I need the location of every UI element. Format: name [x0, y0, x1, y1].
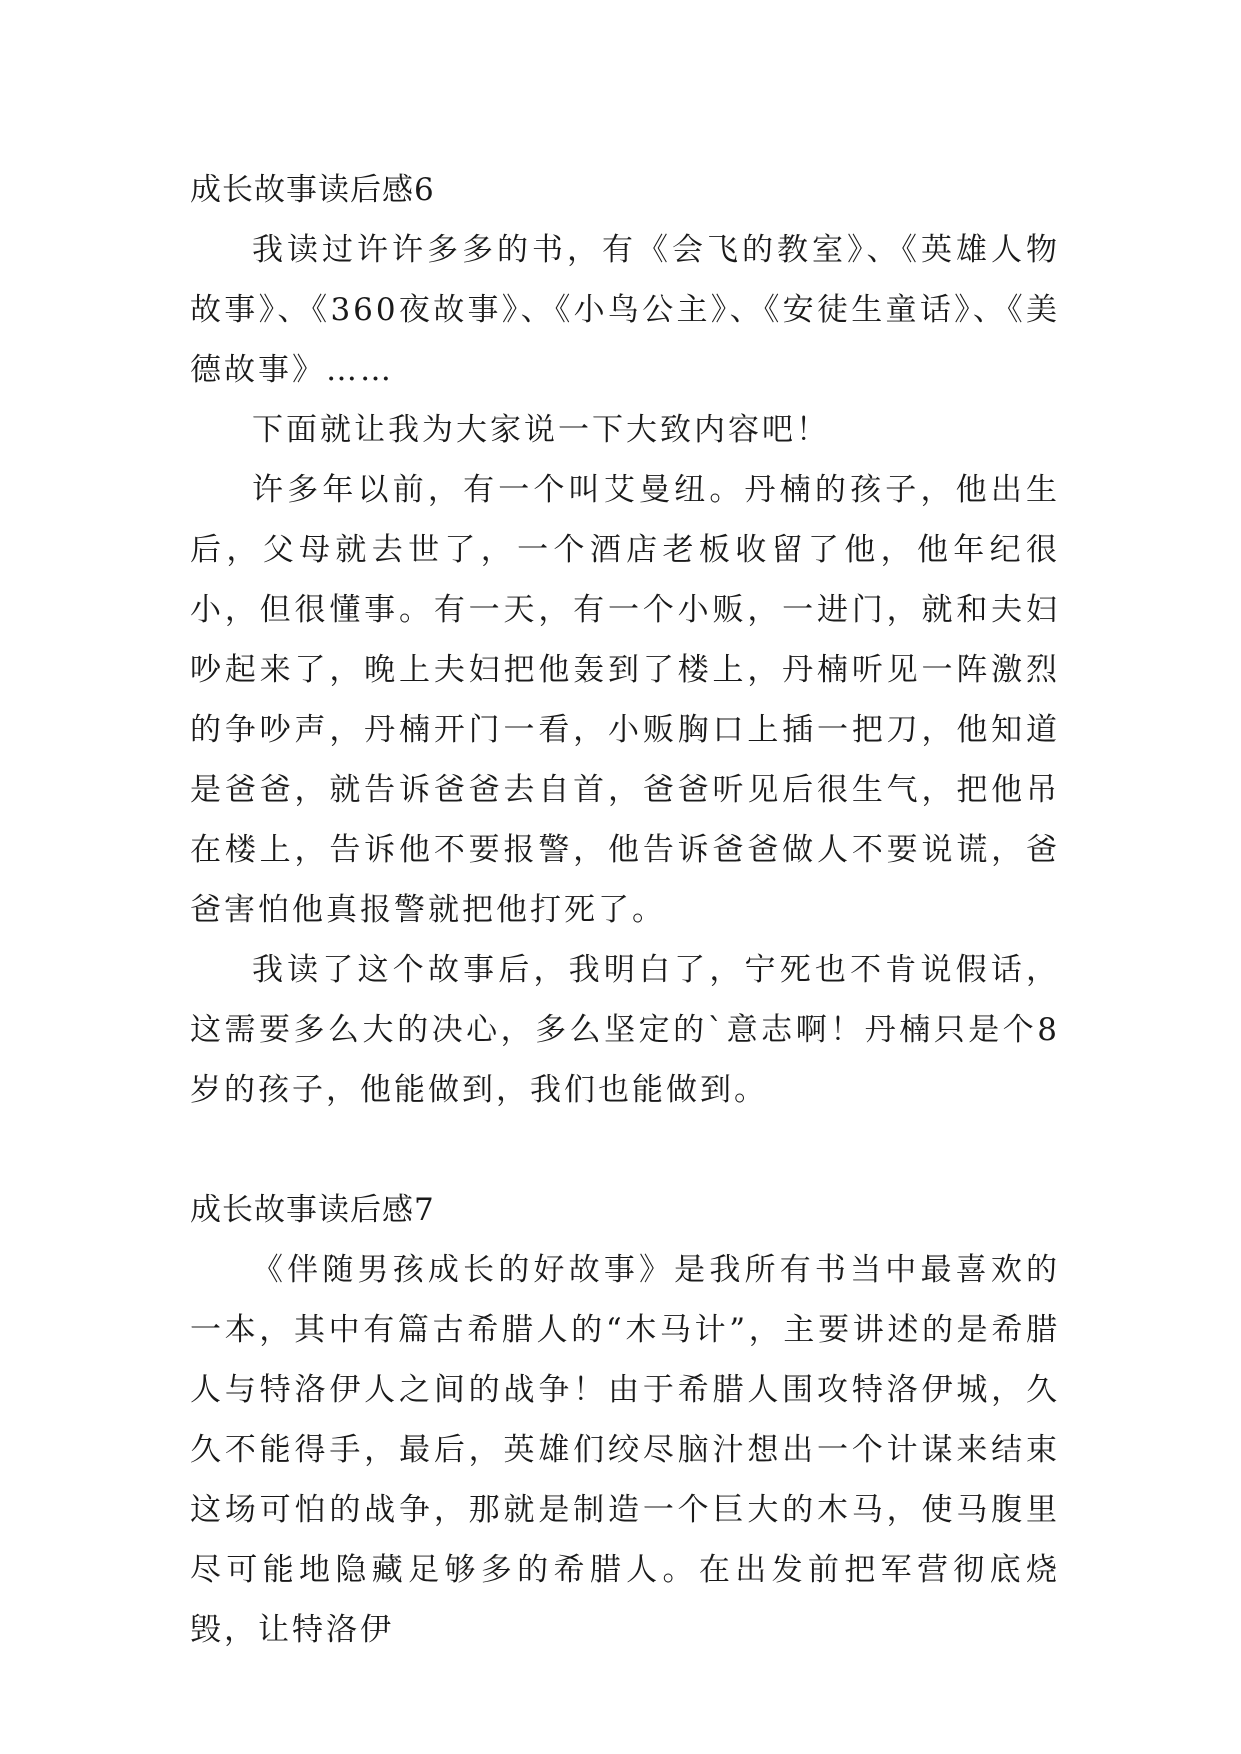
paragraph: 许多年以前，有一个叫艾曼纽。丹楠的孩子，他出生后，父母就去世了，一个酒店老板收留了他，他年纪很小，但很懂事。有一天，有一个小贩，一进门，就和夫妇吵起来了，晚上夫妇把他轰到了楼上，丹楠听见一阵激烈的争吵声，丹楠开门一看，小贩胸口上插一把刀，他知道是爸爸，就告诉爸爸去自首，爸爸听见后很生气，把他吊在楼上，告诉他不要报警，他告诉爸爸做人不要说谎，爸爸害怕他真报警就把他打死了。 [190, 472, 1060, 928]
paragraph: 《伴随男孩成长的好故事》是我所有书当中最喜欢的一本，其中有篇古希腊人的“木马计”，主要讲述的是希腊人与特洛伊人之间的战争！由于希腊人围攻特洛伊城，久久不能得手，最后，英雄们绞尽脑汁想出一个计谋来结束这场可怕的战争，那就是制造一个巨大的木马，使马腹里尽可能地隐藏足够多的希腊人。在出发前把军营彻底烧毁，让特洛伊 [190, 1252, 1060, 1648]
paragraph: 我读过许许多多的书，有《会飞的教室》、《英雄人物故事》、《360夜故事》、《小鸟公主》、《安徒生童话》、《美德故事》…… [190, 232, 1060, 388]
paragraph: 我读了这个故事后，我明白了，宁死也不肯说假话，这需要多么大的决心，多么坚定的`意志啊！丹楠只是个8岁的孩子，他能做到，我们也能做到。 [190, 952, 1060, 1108]
document-page [190, 160, 1060, 1660]
section-title: 成长故事读后感6 [190, 172, 435, 208]
paragraph: 下面就让我为大家说一下大致内容吧！ [252, 412, 830, 448]
section-gap [190, 1120, 1060, 1180]
section-title: 成长故事读后感7 [190, 1192, 435, 1228]
